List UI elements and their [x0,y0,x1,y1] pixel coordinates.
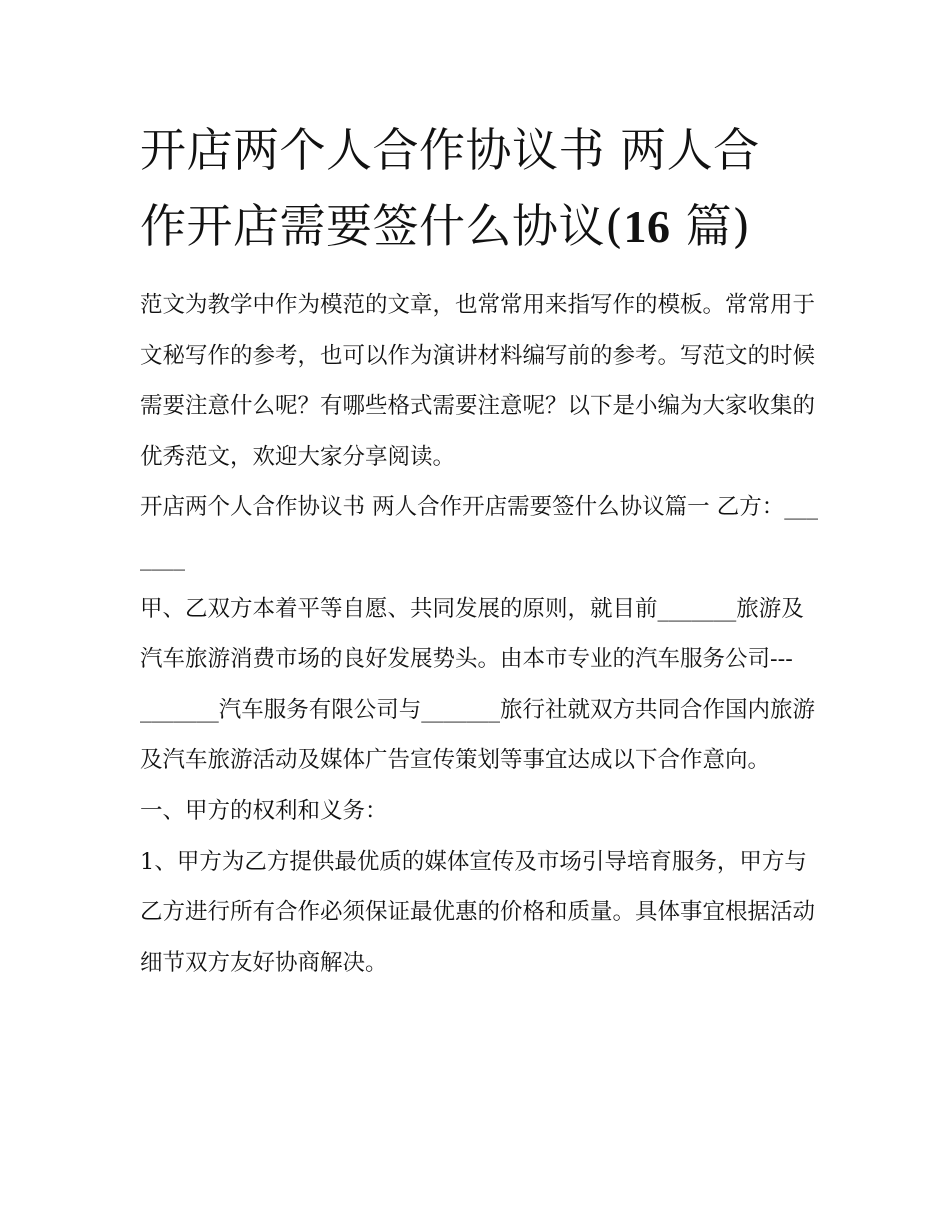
paragraph-principle: 甲、乙双方本着平等自愿、共同发展的原则，就目前_______旅游及汽车旅游消费市场的良好发展势头。由本市专业的汽车服务公司--- [140,595,804,673]
title-line-2-text: 作开店需要签什么协议( [140,199,624,253]
paragraph-clause-1: 1、甲方为乙方提供最优质的媒体宣传及市场引导培育服务，甲方与乙方进行所有合作必须保证最优惠的价格和质量。具体事宜根据活动细节双方友好协商解决。 [140,848,816,976]
paragraph-intro: 范文为教学中作为模范的文章，也常常用来指写作的模板。常常用于文秘写作的参考，也可以作为演讲材料编写前的参考。写范文的时候需要注意什么呢？有哪些格式需要注意呢？以下是小编为大家收集的优秀范文，欢迎大家分享阅读。 [140,292,816,470]
title-line-1: 开店两个人合作协议书 两人合 [140,123,760,177]
title-article-count: 16 [623,201,671,252]
paragraph-heading-party-b: 开店两个人合作协议书 两人合作开店需要签什么协议篇一 乙方：_______ [140,494,819,571]
section-heading-party-a-rights: 一、甲方的权利和义务： [140,797,388,824]
document-title [140,112,830,265]
document-body [140,280,820,988]
title-line-2-suffix: 篇) [670,199,751,253]
paragraph-cooperation-intent: _______汽车服务有限公司与_______旅行社就双方共同合作国内旅游及汽车旅游活动及媒体广告宣传策划等事宜达成以下合作意向。 [140,696,816,774]
